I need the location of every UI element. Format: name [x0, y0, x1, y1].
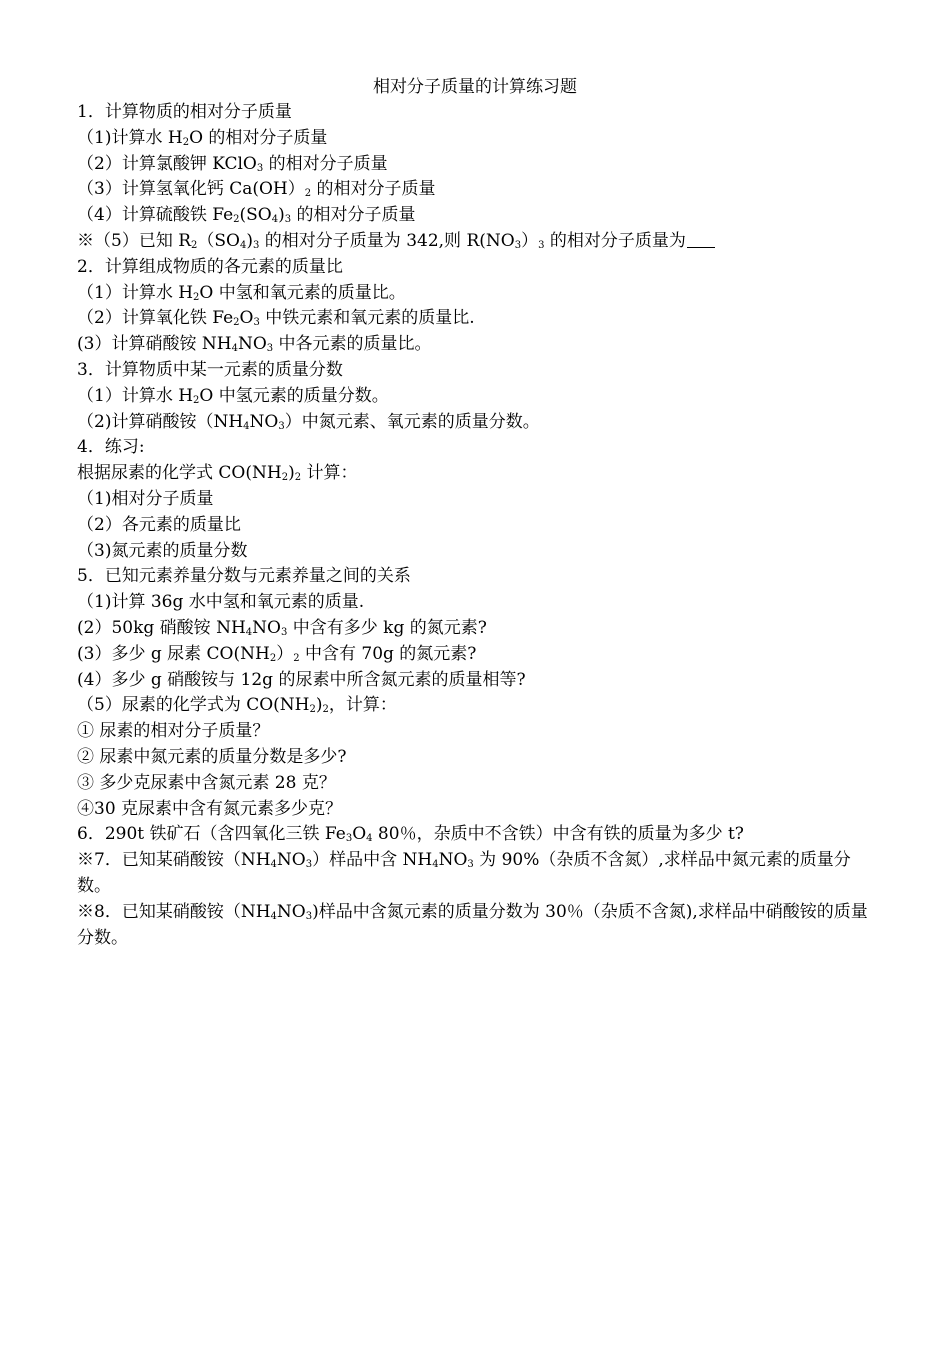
exercise-line: （1）计算水 $H_2O$ 中氢和氧元素的质量比。	[77, 282, 406, 303]
exercise-line: ③ 多少克尿素中含氮元素 28 克？	[77, 772, 336, 793]
exercise-line: 6．290t 铁矿石（含四氧化三铁 $Fe_3O_4$ 80％，杂质中不含铁）中含有铁的质量为多少 t?	[77, 824, 744, 845]
exercise-line: （2)计算硝酸铵$(NH_4NO_3)$中氮元素、氧元素的质量分数。	[77, 411, 540, 432]
exercise-line: 5．已知元素养量分数与元素养量之间的关系	[77, 566, 411, 587]
exercise-line: （2）各元素的质量比	[77, 514, 241, 535]
answer-blank	[687, 233, 715, 248]
exercise-line: （1）计算水 $H_2O$ 中氢元素的质量分数。	[77, 385, 389, 406]
exercise-line: ※（5）已知 $R_2(SO_4)_3$ 的相对分子质量为 342,则 $R(NO_3)_3$ 的相对分子质量为	[77, 229, 877, 255]
exercise-line: （1)相对分子质量	[77, 488, 214, 509]
exercise-line: 1．计算物质的相对分子质量	[77, 102, 292, 122]
exercise-line: 3．计算物质中某一元素的质量分数	[77, 359, 343, 380]
exercise-line: ② 尿素中氮元素的质量分数是多少?	[77, 746, 347, 767]
exercise-line: （3)氮元素的质量分数	[77, 540, 248, 561]
exercise-list	[77, 100, 877, 951]
exercise-line: 2．计算组成物质的各元素的质量比	[77, 256, 343, 277]
exercise-line: （2）计算氧化铁 $Fe_2O_3$ 中铁元素和氧元素的质量比.	[77, 308, 475, 329]
exercise-line: (4）多少 g 硝酸铵与 12g 的尿素中所含氮元素的质量相等?	[77, 669, 526, 690]
exercise-line: （3）计算氢氧化钙 $Ca(OH)_2$ 的相对分子质量	[77, 179, 436, 200]
exercise-line: 根据尿素的化学式 $CO(NH_2)_2$ 计算：	[77, 463, 358, 484]
exercise-line: ※7．已知某硝酸铵$(NH_4NO_3)$样品中含 $NH_4NO_3$ 为 90%（杂质不含氮）,求样品中氮元素的质量分数。	[77, 850, 851, 896]
exercise-line: （1)计算 36g 水中氢和氧元素的质量.	[77, 592, 365, 613]
exercise-line: 4．练习:	[77, 437, 145, 458]
exercise-line: （4）计算硫酸铁 $Fe_2(SO_4)_3$ 的相对分子质量	[77, 205, 416, 226]
exercise-line: (3）多少 g 尿素 $CO(NH_2)_2$ 中含有 70g 的氮元素?	[77, 643, 477, 664]
page-title: 相对分子质量的计算练习题	[373, 77, 577, 97]
exercise-line: ※8．已知某硝酸铵$(NH_4NO_3)$样品中含氮元素的质量分数为 30％（杂质不含氮),求样品中硝酸铵的质量分数。	[77, 901, 868, 948]
exercise-line: ④30 克尿素中含有氮元素多少克？	[77, 798, 343, 819]
exercise-line: (2）50kg 硝酸铵 $NH_4NO_3$ 中含有多少 kg 的氮元素?	[77, 617, 487, 638]
exercise-line: (3）计算硝酸铵 $NH_4NO_3$ 中各元素的质量比。	[77, 334, 432, 355]
exercise-line: （2）计算氯酸钾 KClO$_3$ 的相对分子质量	[77, 153, 388, 174]
exercise-line: （5）尿素的化学式为 $CO(NH_2)_2$，计算：	[77, 695, 397, 716]
exercise-line: ① 尿素的相对分子质量？	[77, 721, 270, 742]
exercise-line: （1)计算水 $H_2O$ 的相对分子质量	[77, 127, 328, 148]
